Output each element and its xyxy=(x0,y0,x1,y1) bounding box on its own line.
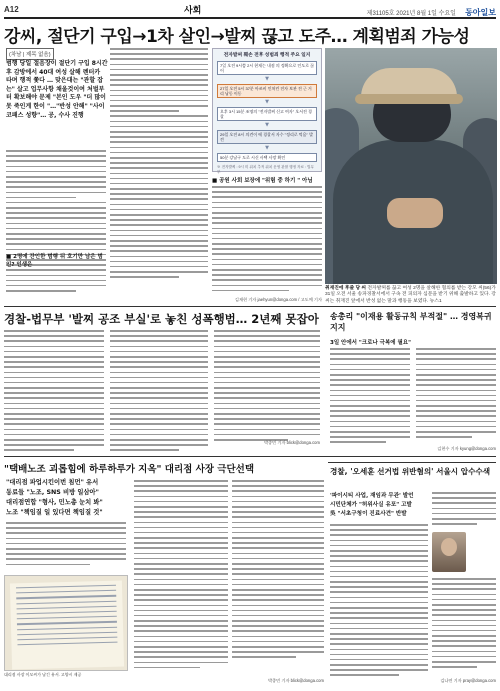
story5-body-col1 xyxy=(330,524,428,680)
masthead xyxy=(4,2,496,16)
paper-logo: 동아일보 xyxy=(465,7,496,17)
infographic-step: 오후 3시 15분 조명의 "전자발찌 신고 여자" 오서전 경찰 xyxy=(217,107,317,121)
top-story-deck xyxy=(6,60,108,120)
story3-dateline: 3일 안에서 "크로나 극복에 필요" xyxy=(330,340,411,346)
top-story-body-col2 xyxy=(110,48,208,281)
top-story-email: 김재현 기자 jaehyun@donga.com / 고도예 기자 xyxy=(234,297,322,302)
story2-body-col3 xyxy=(214,330,320,444)
section-title: 사회 xyxy=(183,4,202,15)
story4-deck-line: 동료들 "노조, SNS 비방 일삼아" xyxy=(6,489,99,496)
story4-headline[interactable]: "택배노조 괴롭힘에 하루하루가 지옥" 대리점 사장 극단선택 xyxy=(4,464,254,475)
infographic-footnote: ※ 전자발찌 : 9시 미 위치 추적 위치 운영 관찰 행정 자료 : 법무부 xyxy=(217,165,314,174)
story5-headline[interactable]: 경찰, '오세훈 선거법 위반혐의' 서울시 압수수색 xyxy=(330,467,491,476)
story3-body-col1 xyxy=(330,348,410,447)
story4-body-col2 xyxy=(134,480,228,672)
story5-body-col2-top xyxy=(432,492,496,528)
masthead-right xyxy=(367,0,496,19)
story4-body-col1 xyxy=(6,522,126,569)
main-photo[interactable] xyxy=(325,48,497,284)
story4-email: 박종민 기자 blick@donga.com xyxy=(268,678,324,683)
suicide-note-photo[interactable] xyxy=(4,575,128,671)
section-divider xyxy=(4,306,496,307)
main-photo-caption xyxy=(325,286,497,305)
masthead-rule xyxy=(4,17,496,19)
photo-caption-title: 취재진에 후줄 당 씨 xyxy=(325,286,367,291)
story5-deck-line: 吳 "서초구청이 진료사견" 반발 xyxy=(330,511,407,517)
story3-headline[interactable]: 송총리 "이재용 활동규칙 부적절" … 경영복귀 지지 xyxy=(330,312,492,332)
story3-email: 김현수 기자 kyung@donga.com xyxy=(437,446,496,451)
story2-body-col1 xyxy=(4,330,104,455)
arrow-down-icon: ▼ xyxy=(265,76,269,82)
top-story-deck-text: 범행 당일 절음장이 절단기 구입 8시간 후 감방에서 40대 여성 살해 렌터카 타며 행적 쫓다 … 맞은대는 "관할 잡는" 살고 업무사항 채울것이여 처벌부터 확보해야 문제 "본인 도우 "더 많이 못 죽인게 한이 "…"반성 안해" "사이코패스 성향"… 공, 수사 진행 xyxy=(6,60,108,119)
story5-deck-line: '파이시티 사업, 재임과 무관' 발언 xyxy=(330,493,414,499)
timeline-infographic xyxy=(212,48,322,172)
section-divider xyxy=(4,456,496,457)
arrow-down-icon: ▼ xyxy=(265,122,269,128)
top-story-subhead-1: ■ 2명에 잔인한 범행 뒤 호기만 남은 범인? 인생은 xyxy=(6,254,103,268)
story4-body-col3 xyxy=(232,480,324,662)
arrow-down-icon: ▼ xyxy=(265,99,269,105)
arrow-down-icon: ▼ xyxy=(265,145,269,151)
story2-headline[interactable]: 경찰-법무부 '발찌 공조 부실'로 놓친 성폭행범… 2년째 못잡아 xyxy=(4,312,319,326)
story2-body-col2 xyxy=(110,330,208,455)
story3-body-col2 xyxy=(416,348,496,441)
infographic-step: 7일 오전 9시쯤 2시 현재는 내점 의 정확으로 인도로 끊어 xyxy=(217,61,317,75)
infographic-step: 29일 오전 8시 의견이 에 경찰서 자수 "정리로 먹음" 발견 xyxy=(217,130,317,144)
story5-deck-line: 시민단체가 "허위사실 유포" 고발 xyxy=(330,502,412,508)
photo-caption-text: 전자발찌를 끊고 여성 2명을 살해한 혐의를 받는 강모 씨(56)가 31일 오전 서울 송파경찰서에서 구속 전 피의자 심문을 받기 위해 출발하고 있다. 강씨는 취재진 앞에서 반성 없는 말과 행동을 보였다. 뉴스1 xyxy=(325,286,496,304)
top-story-subhead-2: ■ 공원 사회 보장에 "위험 중 하기 " 아님 xyxy=(212,178,313,184)
section-divider xyxy=(328,462,496,463)
story5-body-col2 xyxy=(432,578,496,671)
story4-deck-line: 노조 "책임질 일 있다면 책임질 것" xyxy=(6,509,103,516)
portrait-photo[interactable] xyxy=(432,532,466,572)
top-story-byline: (차남 | 제목 없음) xyxy=(6,48,54,60)
story2-email: 박종민 기자 blick@donga.com xyxy=(264,440,320,445)
infographic-step: 27일 오전 5시 37분 아쓰비 인처린 전자 보관 전 근 거리 남동 이동 xyxy=(217,84,317,98)
story4-deck-line: "대리점 파업시킨이번 침먼" 유서 xyxy=(6,479,99,486)
top-story-headline[interactable]: 강씨, 절단기 구입→1차 살인→발찌 끊고 도주… 계획범죄 가능성 xyxy=(4,27,470,47)
story5-deck xyxy=(330,492,430,519)
infographic-step: 50분 강남구 도로 시신 사택 사망 확인 xyxy=(217,153,317,162)
top-story-body-col3 xyxy=(212,186,322,295)
top-story-body-col1 xyxy=(6,150,106,295)
story5-email: 김나연 기자 pray@donga.com xyxy=(440,678,496,683)
notes-photo-caption: 대리점 사장 이모씨가 남긴 유서. 고양시 제공 xyxy=(4,672,82,677)
date-line: 제31105호 2021년 8월 1일 수요일 xyxy=(366,10,456,17)
page-number: A12 xyxy=(4,4,19,14)
story4-deck xyxy=(6,478,126,518)
infographic-title: 전자발찌 훼손 전후 성범죄 행적 주요 일지 xyxy=(223,53,311,58)
story4-deck-line: 대리점연합 "형사, 민노총 눈치 봐" xyxy=(6,499,103,506)
